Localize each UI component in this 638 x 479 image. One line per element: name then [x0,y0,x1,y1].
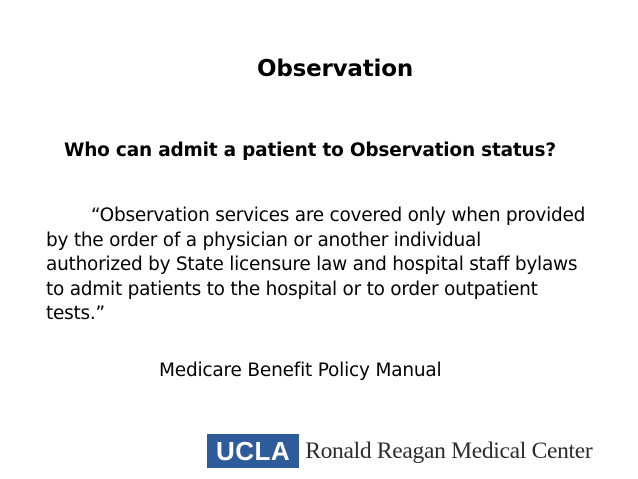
quote-block [46,204,616,327]
ucla-logo-mark: UCLA [207,434,299,468]
quote-line: authorized by State licensure law and hospital staff bylaws [46,254,578,275]
quote-line: by the order of a physician or another individual [46,229,481,251]
slide-title: Observation [256,56,413,82]
quote-line: to admit patients to the hospital or to order outpatient [46,278,538,300]
quote-line: “Observation services are covered only when provided [91,205,586,226]
ucla-logo-text: Ronald Reagan Medical Center [305,438,593,464]
quote-source: Medicare Benefit Policy Manual [159,360,442,381]
quote-line: tests.” [46,303,105,324]
ucla-logo [207,434,592,468]
question-text: Who can admit a patient to Observation status? [64,140,556,161]
